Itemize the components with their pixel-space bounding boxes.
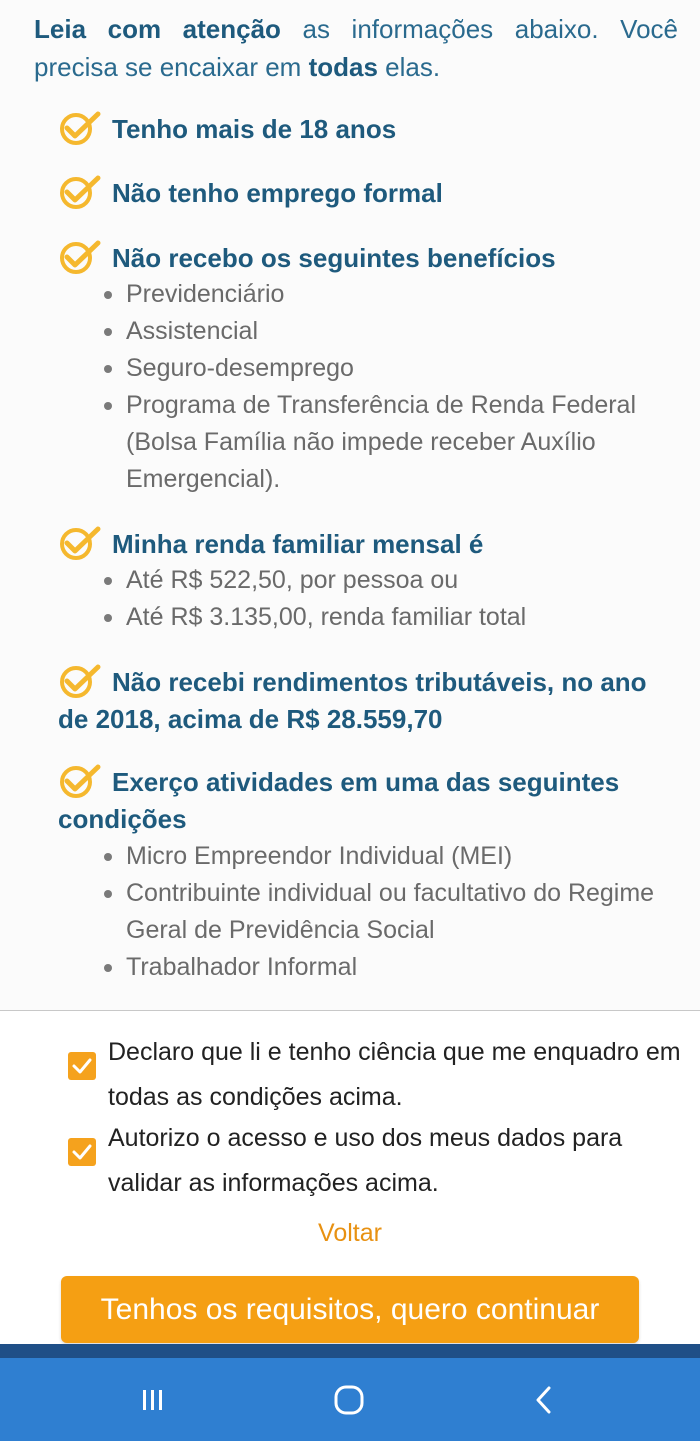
- requirement-family-income: [58, 525, 658, 563]
- requirement-age: [58, 110, 658, 148]
- intro-emphasis: Leia com atenção: [34, 14, 281, 44]
- back-icon[interactable]: [523, 1380, 567, 1420]
- requirement-title: Não recebo os seguintes benefícios: [112, 243, 556, 273]
- requirement-title: Não recebi rendimentos tributáveis, no ano de 2018, acima de R$ 28.559,70: [58, 667, 647, 734]
- declaration-conditions-checkbox[interactable]: [68, 1052, 96, 1080]
- benefits-list: [104, 276, 664, 498]
- activities-list: [104, 838, 664, 986]
- requirement-title: Exerço atividades em uma das seguintes condições: [58, 767, 620, 834]
- list-item: Previdenciário: [104, 276, 664, 313]
- home-icon[interactable]: [327, 1380, 371, 1420]
- list-item: Assistencial: [104, 313, 664, 350]
- income-list: [104, 562, 664, 636]
- bottom-divider: [0, 1344, 700, 1358]
- intro-emphasis-all: todas: [308, 52, 378, 82]
- list-item: Seguro-desemprego: [104, 350, 664, 387]
- check-circle-icon: [58, 110, 102, 146]
- back-link[interactable]: Voltar: [318, 1219, 382, 1247]
- continue-button[interactable]: Tenhos os requisitos, quero continuar: [61, 1276, 639, 1343]
- list-item: Micro Empreendor Individual (MEI): [104, 838, 664, 875]
- list-item: Trabalhador Informal: [104, 949, 664, 986]
- checkmark-icon: [68, 1138, 96, 1166]
- requirement-title: Não tenho emprego formal: [112, 178, 443, 208]
- list-item: Até R$ 3.135,00, renda familiar total: [104, 599, 664, 636]
- intro-end: elas.: [377, 52, 441, 82]
- recent-apps-icon[interactable]: [131, 1380, 175, 1420]
- list-item: Contribuinte individual ou facultativo do Regime Geral de Previdência Social: [104, 875, 664, 949]
- check-circle-icon: [58, 239, 102, 275]
- check-circle-icon: [58, 525, 102, 561]
- intro-text: [34, 10, 678, 86]
- declaration-conditions-label[interactable]: Declaro que li e tenho ciência que me enquadro em todas as condições acima.: [108, 1038, 681, 1111]
- requirement-no-formal-job: [58, 174, 658, 212]
- checkmark-icon: [68, 1052, 96, 1080]
- requirement-title: Tenho mais de 18 anos: [112, 114, 397, 144]
- check-circle-icon: [58, 663, 102, 699]
- check-circle-icon: [58, 763, 102, 799]
- requirement-title: Minha renda familiar mensal é: [112, 529, 484, 559]
- requirement-taxable-income: [58, 663, 658, 738]
- declaration-data-checkbox[interactable]: [68, 1138, 96, 1166]
- intro-body: as informações abaixo. Você precisa se encaixar em: [34, 14, 678, 82]
- list-item: Até R$ 522,50, por pessoa ou: [104, 562, 664, 599]
- requirement-no-benefits: [58, 239, 658, 277]
- check-circle-icon: [58, 174, 102, 210]
- declaration-data-label[interactable]: Autorizo o acesso e uso dos meus dados para validar as informações acima.: [108, 1124, 623, 1197]
- list-item: Programa de Transferência de Renda Federal (Bolsa Família não impede receber Auxílio Emergencial).: [104, 387, 664, 498]
- system-navigation-bar: [0, 1358, 700, 1441]
- requirement-activities: [58, 763, 658, 838]
